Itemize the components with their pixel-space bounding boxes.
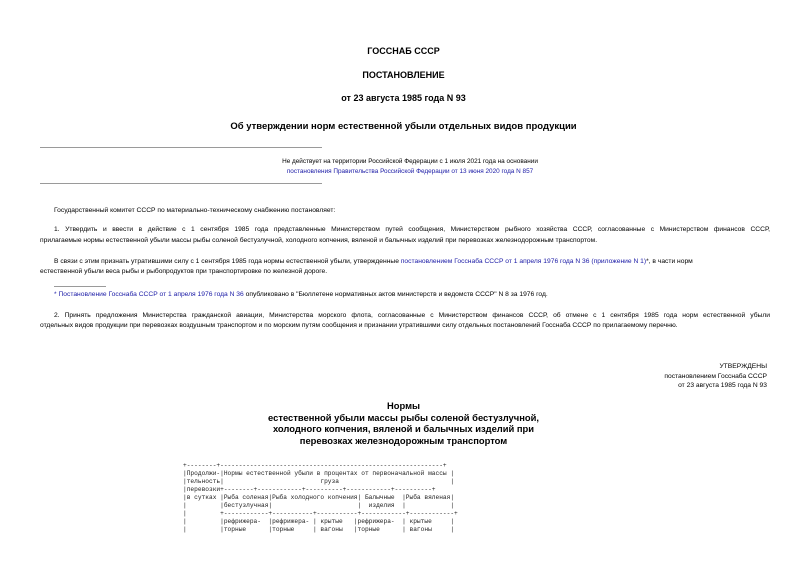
- footnote-text: опубликовано в "Бюллетене нормативных актов министерств и ведомств СССР" N 8 за 1976 год.: [243, 291, 548, 298]
- paragraph-2-line-1: [54, 257, 693, 267]
- intro-paragraph: Государственный комитет СССР по материально-техническому снабжению постановляет:: [54, 207, 336, 214]
- footnote: [54, 290, 548, 300]
- approval-title: УТВЕРЖДЕНЫ: [719, 363, 767, 370]
- norms-table: +--------+------------------------------------------------------------+ |Продолжи-|Нормы естественной убыли в процентах от первоначальной массы | |тельность| груза | |перевозки+--------+------------+----------+------------+----------+ |в сутках |Рыба соленая|Рыба холодного копчения| Балычные |Рыба вяленая| | |бестузлучная| | изделия | | | +------------+-----------+-----------+------------+------------+ | |рефрижера- |рефрижера- | крытые |рефрижера- | крытые | | |торные |торные | вагоны |торные | вагоны |: [183, 462, 458, 533]
- notice-bottom-divider: [40, 183, 322, 184]
- approval-stamp: [664, 362, 767, 391]
- norms-title-line-2: естественной убыли массы рыбы соленой бестузлучной,: [268, 411, 539, 423]
- paragraph-3-line-2: отдельных видов продукции при перевозках воздушным транспортом и по морским путям сообщения и признании утратившими силу отдельных постановлений Госснаба СССР по прилагаемому перечню.: [40, 322, 678, 329]
- notice-top-divider: [40, 147, 322, 148]
- paragraph-3-line-1: 2. Принять предложения Министерства гражданской авиации, Министерства морского флота, согласованные с Министерством финансов СССР, об отмене с 1 сентября 1985 года норм естественной убыли: [54, 312, 770, 319]
- paragraph-1-line-2: прилагаемые нормы естественной убыли массы рыбы соленой бестузлучной, холодного копчения, вяленой и балычных изделий при перевозках железнодорожным транспортом.: [40, 237, 598, 244]
- resolution-36-link[interactable]: постановлением Госснаба СССР от 1 апреля 1976 года N 36 (приложение N 1): [400, 258, 647, 265]
- paragraph-2-text-a: В связи с этим признать утратившими силу с 1 сентября 1985 года нормы естественной убыли, утвержденные: [54, 258, 401, 265]
- footnote-link[interactable]: * Постановление Госснаба СССР от 1 апреля 1976 года N 36: [54, 291, 244, 298]
- paragraph-2-text-b: *, в части норм: [646, 258, 693, 265]
- document-title: Об утверждении норм естественной убыли отдельных видов продукции: [230, 121, 577, 132]
- document-type: ПОСТАНОВЛЕНИЕ: [362, 70, 445, 80]
- document-date-number: от 23 августа 1985 года N 93: [341, 93, 466, 103]
- paragraph-2-line-2: естественной убыли веса рыбы и рыбопродуктов при транспортировке по железной дороге.: [40, 268, 328, 275]
- status-notice-text: Не действует на территории Российской Федерации с 1 июля 2021 года на основании: [282, 158, 538, 165]
- approval-by: постановлением Госснаба СССР: [664, 372, 767, 380]
- norms-title-line-1: Нормы: [386, 400, 421, 411]
- paragraph-1-line-1: 1. Утвердить и ввести в действие с 1 сентября 1985 года представленные Министерством путей сообщения, Министерством рыбного хозяйства СССР, согласованные с Министерством финансов СССР,: [54, 226, 770, 233]
- norms-title-line-3: холодного копчения, вяленой и балычных изделий при: [272, 423, 535, 434]
- norms-title: [0, 400, 807, 446]
- norms-title-line-4: перевозках железнодорожным транспортом: [299, 434, 508, 446]
- issuer-name: ГОССНАБ СССР: [367, 46, 440, 56]
- footnote-divider: [54, 286, 106, 287]
- status-notice: [240, 157, 580, 177]
- status-notice-link[interactable]: постановления Правительства Российской Федерации от 13 июня 2020 года N 857: [286, 168, 534, 175]
- approval-date: от 23 августа 1985 года N 93: [678, 382, 767, 389]
